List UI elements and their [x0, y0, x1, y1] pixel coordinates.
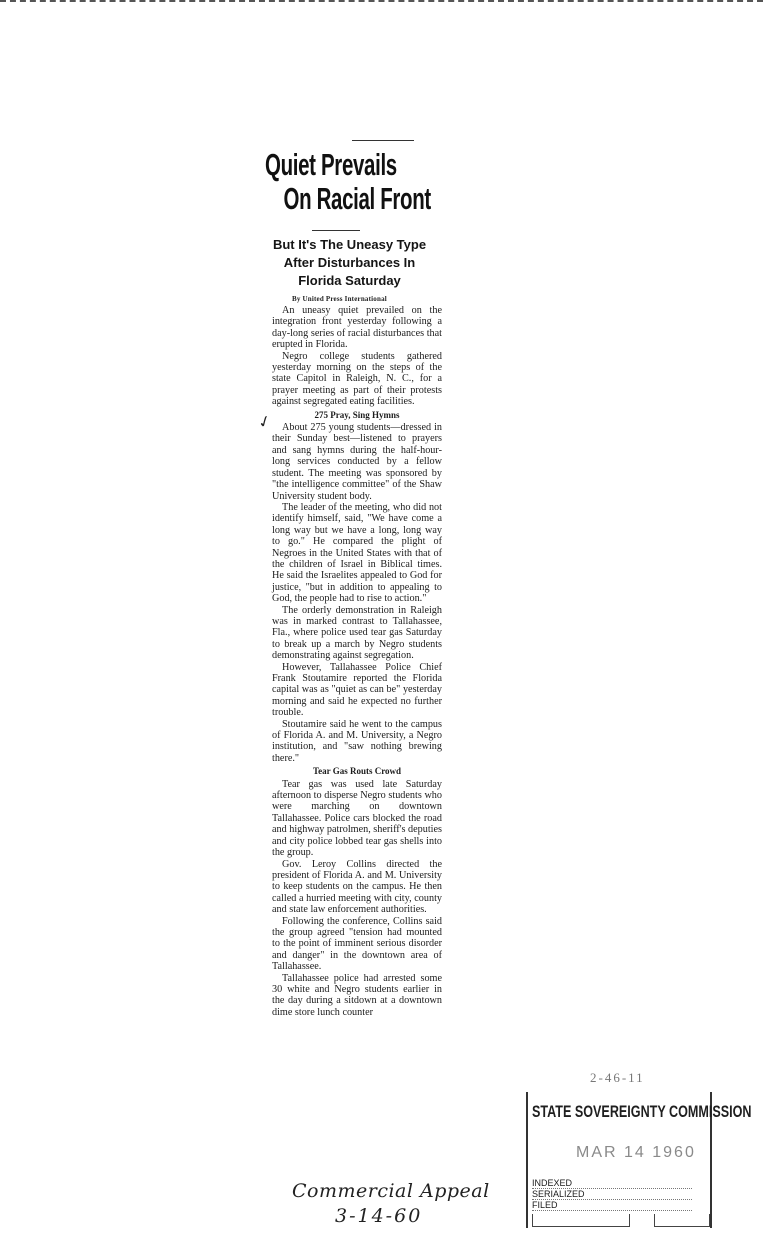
handwritten-date: 3-14-60 — [335, 1205, 423, 1227]
handwritten-source: Commercial Appeal — [292, 1180, 490, 1202]
stamp-fields — [532, 1178, 702, 1211]
file-number: 2-46-11 — [590, 1070, 645, 1085]
stamp-box-cell — [532, 1214, 630, 1227]
paragraph: An uneasy quiet prevailed on the integration front yesterday following a day-long series of racial disturbances that erupted in Florida. — [272, 305, 442, 351]
paragraph: However, Tallahassee Police Chief Frank Stoutamire reported the Florida capital was as "quiet as can be" yesterday morning and said he expected no further trouble. — [272, 661, 442, 719]
section-subhead: Tear Gas Routs Crowd — [312, 766, 402, 777]
paragraph: Gov. Leroy Collins directed the president of Florida A. and M. University to keep students on the campus. He then called a hurried meeting with city, county and state law enforcement authorities. — [272, 858, 442, 916]
paragraph: Tear gas was used late Saturday afternoon to disperse Negro students who were marching on downtown Tallahassee. Police cars blocked the road and highway patrolmen, sheriff's deputies and city police lobbed tear gas shells into the group. — [272, 778, 442, 859]
headline — [265, 147, 431, 216]
stamp-agency: STATE SOVEREIGNTY COMMISSION — [532, 1102, 752, 1121]
serialized-field: SERIALIZED — [532, 1189, 692, 1200]
check-mark-icon: ✓ — [255, 412, 275, 433]
top-rule — [352, 140, 414, 141]
stamp-box — [526, 1092, 752, 1228]
headline-rule — [312, 230, 360, 231]
filed-field: FILED — [532, 1200, 692, 1211]
stamp-boxes — [532, 1214, 710, 1226]
stamp-box-cell — [654, 1214, 710, 1227]
headline-line-1: Quiet Prevails — [265, 147, 397, 182]
paragraph: Tallahassee police had arrested some 30 white and Negro students earlier in the day during a sitdown at a downtown dime store lunch counter — [272, 972, 442, 1018]
section-subhead: 275 Pray, Sing Hymns — [314, 409, 400, 420]
perforated-edge — [0, 0, 763, 2]
subheadline: But It's The Uneasy Type After Disturbances In Florida Saturday — [272, 237, 427, 288]
article-body — [272, 305, 442, 1018]
paragraph: The orderly demonstration in Raleigh was in marked contrast to Tallahassee, Fla., where police used tear gas Saturday to break up a march by Negro students demonstrating against segregation. — [272, 604, 442, 662]
commission-stamp — [522, 1066, 752, 1236]
paragraph: The leader of the meeting, who did not identify himself, said, "We have come a long way but we have a long, long way to go." He compared the plight of Negroes in the United States with that of the children of Israel in Biblical times. He said the Israelites appealed to God for justice, "but in addition to appealing to God, the people had to rise to action." — [272, 501, 442, 605]
headline-line-2: On Racial Front — [283, 181, 431, 216]
byline: By United Press International — [292, 295, 387, 303]
stamp-date: MAR 14 1960 — [576, 1144, 696, 1161]
indexed-field: INDEXED — [532, 1178, 692, 1189]
paragraph: Stoutamire said he went to the campus of Florida A. and M. University, a Negro institution, and "saw nothing brewing there." — [272, 718, 442, 764]
paragraph: Following the conference, Collins said the group agreed "tension had mounted to the point of imminent serious disorder and danger" in the downtown area of Tallahassee. — [272, 915, 442, 973]
paragraph: Negro college students gathered yesterday morning on the steps of the state Capitol in Raleigh, N. C., for a prayer meeting as part of their protests against segregated eating facilities. — [272, 350, 442, 408]
paragraph: About 275 young students—dressed in their Sunday best—listened to prayers and sang hymns during the half-hour-long services conducted by a fellow student. The meeting was sponsored by "the intelligence committee" of the Shaw University student body. — [272, 422, 442, 502]
